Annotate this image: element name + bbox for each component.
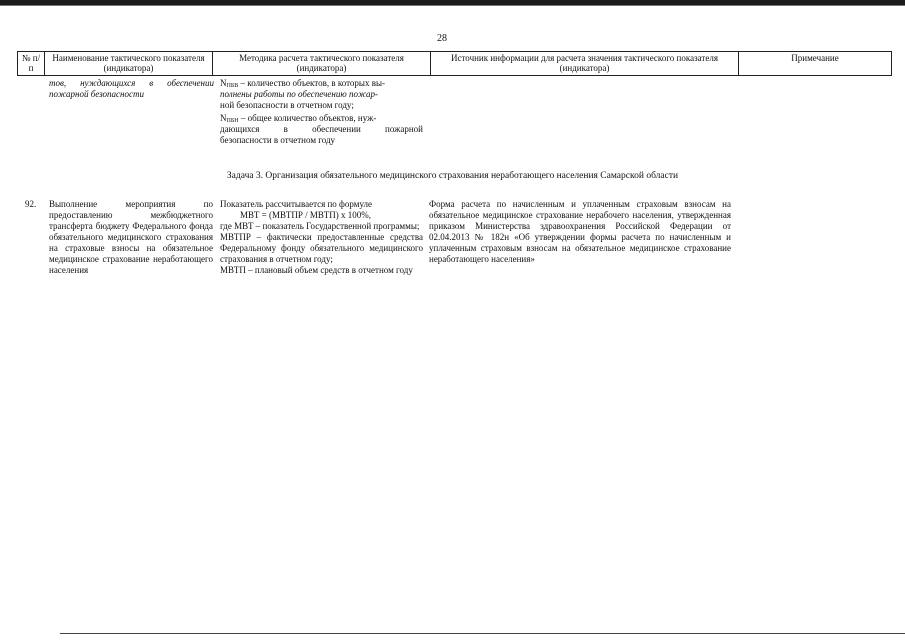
top-border-thin — [0, 5, 905, 6]
method-line: ной безопасности в отчетном году; — [220, 100, 354, 110]
row-92-name: Выполнение мероприятия по предоставлению межбюджетного трансферта бюджету Федерального фонда обязательного медицинского страхования на страховые взносы на обязательное медицинское страхование неработающего населения — [49, 199, 213, 275]
cont-row-method — [220, 78, 423, 146]
method-line: дающихся в обеспечении пожарной — [220, 124, 423, 134]
header-col-source: Источник информации для расчета значения тактического показателя (индикатора) — [431, 52, 739, 76]
header-col-number: № п/п — [18, 52, 45, 76]
page-number: 28 — [437, 33, 447, 44]
method-def-2: МВТПР – фактически предоставленные средства Федеральному фонду обязательного медицинского страхования в отчетном году; — [220, 232, 423, 264]
method-line: полнены работы по обеспечению пожар- — [220, 89, 379, 99]
subscript-pbv: ПБВ — [226, 83, 239, 89]
header-col-note: Примечание — [739, 52, 892, 76]
symbol-n: N — [220, 78, 227, 88]
header-col-method: Методика расчета тактического показателя (индикатора) — [213, 52, 431, 76]
bottom-line — [60, 633, 905, 634]
method-intro: Показатель рассчитывается по формуле — [220, 199, 373, 209]
symbol-n: N — [220, 113, 227, 123]
table-header — [17, 51, 892, 76]
row-92-number: 92. — [25, 199, 37, 209]
method-line: – количество объектов, в которых вы- — [238, 78, 386, 88]
task-heading: Задача 3. Организация обязательного медицинского страхования неработающего населения Самарской области — [226, 171, 679, 181]
subscript-pbn: ПБН — [226, 118, 239, 124]
row-92-source: Форма расчета по начисленным и уплаченным страховым взносам на обязательное медицинское страхование нерабочего населения, утвержденная приказом Министерства здравоохранения Российской Федерации от 02.04.2013 № 182н «Об утверждении формы расчета по начисленным и уплаченным страховым взносам на обязательное медицинское страхование неработающего населения» — [429, 199, 731, 264]
method-def-3: МВТП – плановый объем средств в отчетном году — [220, 265, 413, 275]
method-line: безопасности в отчетном году — [220, 135, 336, 145]
cont-row-name: тов, нуждающихся в обеспечении пожарной безопасности — [49, 78, 214, 99]
method-def-1: где МВТ – показатель Государственной программы; — [220, 221, 420, 231]
method-line: – общее количество объектов, нуж- — [238, 113, 377, 123]
formula: МВТ = (МВТПР / МВТП) х 100%, — [240, 210, 371, 220]
header-col-name: Наименование тактического показателя (индикатора) — [45, 52, 213, 76]
row-92-method — [220, 199, 423, 276]
